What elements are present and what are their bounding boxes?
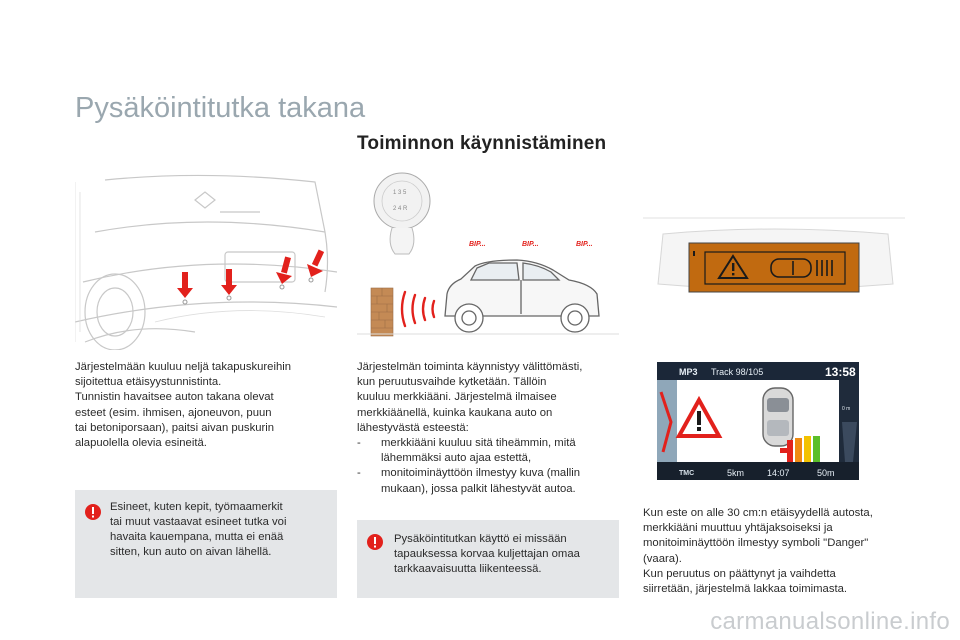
text-line: siirretään, järjestelmä lakkaa toimimasta. <box>643 583 848 596</box>
car-side-view <box>445 260 599 332</box>
text-line: tai betoniporsaan), paitsi aivan puskurin <box>75 421 275 434</box>
bullet-dash: - <box>357 467 361 480</box>
text-line: lähemmäksi auto ajaa estettä, <box>381 452 532 465</box>
notice-line: tapauksessa korvaa kuljettajan omaa <box>394 548 580 560</box>
text-line: (vaara). <box>643 552 682 565</box>
text-line: Kun peruutus on päättynyt ja vaihdetta <box>643 567 836 580</box>
middle-intro-paragraph <box>357 360 619 497</box>
text-line: esteet (esim. ihmisen, ajoneuvon, puun <box>75 406 272 419</box>
bullet-item <box>357 436 619 466</box>
instrument-panel-illustration <box>643 214 905 298</box>
text-line: kuuluu merkkiääni. Järjestelmä ilmaisee <box>357 391 557 404</box>
beep-label: BIP... <box>576 241 593 248</box>
text-line: Järjestelmän toiminta käynnistyy välittömästi, <box>357 361 583 373</box>
text-line: alapuolella olevia esineitä. <box>75 437 207 450</box>
page-title: Pysäköintitutka takana <box>75 92 366 124</box>
text-line: Kun este on alle 30 cm:n etäisyydellä autosta, <box>643 507 873 519</box>
right-paragraph <box>643 506 908 597</box>
sound-waves <box>402 292 434 326</box>
text-line: sijoitettua etäisyystunnistinta. <box>75 376 222 389</box>
beep-label: BIP... <box>469 241 486 248</box>
sensor-arrows <box>177 249 324 304</box>
nav-map-right <box>839 380 859 462</box>
warning-icon <box>85 504 101 520</box>
clock-label: 13:58 <box>825 365 856 379</box>
svg-text:1 3 5: 1 3 5 <box>393 190 407 196</box>
notice-line: tai muut vastaavat esineet tutka voi <box>110 516 287 528</box>
text-line: monitoiminäyttöön ilmestyy kuva (mallin <box>381 467 581 480</box>
text-line: merkkiääni kuuluu sitä tiheämmin, mitä <box>381 437 576 450</box>
left-intro-paragraph <box>75 360 337 451</box>
beep-label: BIP... <box>522 241 539 248</box>
text-line: lähestyvästä esteestä: <box>357 421 469 434</box>
text-line: merkkiäänellä, kuinka kaukana auto on <box>357 406 553 419</box>
gear-knob-illustration <box>374 173 430 254</box>
notice-line: sitten, kun auto on aivan lähellä. <box>110 546 272 558</box>
notice-line: Pysäköintitutkan käyttö ei missään <box>394 533 567 545</box>
text-line: mukaan), jossa palkit lähestyvät autoa. <box>381 482 576 495</box>
bullet-item <box>357 466 619 496</box>
brick-wall <box>371 288 393 336</box>
notice-line: havaita kauempana, mutta ei enää <box>110 531 284 543</box>
nav-map-left <box>657 380 677 462</box>
section-title: Toiminnon käynnistäminen <box>357 133 607 154</box>
notice-box-left <box>75 490 337 598</box>
rear-bumper-illustration <box>75 172 337 350</box>
tmc-label: TMC <box>679 470 695 477</box>
text-line: merkkiääni muuttuu yhtäjaksoiseksi ja <box>643 522 833 535</box>
mp3-label: MP3 <box>679 367 698 377</box>
text-line: Järjestelmään kuuluu neljä takapuskureihin <box>75 361 292 373</box>
text-line: Tunnistin havaitsee auton takana olevat <box>75 391 274 404</box>
car-top-view <box>763 388 793 446</box>
notice-line: tarkkaavaisuutta liikenteessä. <box>394 563 542 575</box>
reversing-car-illustration <box>357 166 619 346</box>
text-line: kun peruutusvaihde kytketään. Tällöin <box>357 376 547 389</box>
time-2-label: 14:07 <box>767 468 790 478</box>
notice-line: Esineet, kuten kepit, työmaamerkit <box>110 501 283 513</box>
bullet-dash: - <box>357 437 361 450</box>
svg-text:2 4 R: 2 4 R <box>393 206 408 212</box>
distance-2-label: 50m <box>817 468 835 478</box>
notice-box-middle <box>357 520 619 598</box>
distance-1-label: 5km <box>727 468 745 478</box>
warning-icon <box>367 534 383 550</box>
watermark: carmanualsonline.info <box>710 608 950 635</box>
multifunction-display <box>657 362 859 480</box>
text-line: monitoiminäyttöön ilmestyy symboli "Danger" <box>643 537 869 550</box>
cluster-screen <box>689 243 859 292</box>
track-label: Track 98/105 <box>711 367 764 377</box>
side-distance-label: 0 m <box>842 406 851 412</box>
